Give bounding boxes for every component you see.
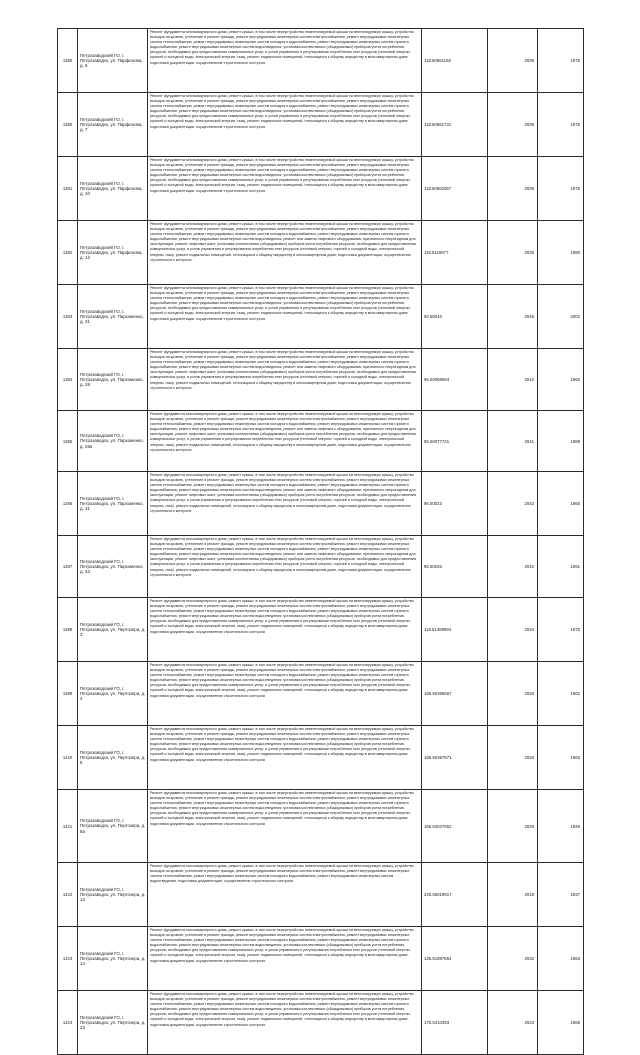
built-year-cell: 1965 [538, 991, 584, 1055]
works-description-cell: Ремонт фундамента многоквартирного дома, ремонт крыши, в том числе переустройство невентилируемой крыши на вентилируемую крышу, устройство выходов на кровлю, утепление и ремонт фасада, ремонт внутридомовых инженерных систем электроснабжения, ремонт внутридомовых инженерных систем теплоснабжения, ремонт внутридомовых инженерных систем холодного водоснабжения, ремонт внутридомовых инженерных систем горячего водоснабжения, ремонт внутридомовых инженерных систем водоотведения, ремонт или замена лифтового оборудования, признанного непригодным для эксплуатации, ремонт лифтовых шахт, установка коллективных (общедомовых) приборов учета потребления ресурсов, необходимых для предоставления коммунальных услуг, и узлов управления и регулирования потребления этих ресурсов (тепловой энергии, горячей и холодной воды, электрической энергии, газа), ремонт подвальных помещений, относящихся к общему имуществу в многоквартирном доме, подготовка документации, осуществление строительного контроля [148, 411, 422, 472]
table-row [58, 221, 584, 285]
row-number-cell: 1384 [58, 349, 78, 411]
cost-cell: 118.50861165 [422, 29, 488, 93]
built-year-cell: 1963 [538, 726, 584, 790]
cost-cell: 118.50862067 [422, 157, 488, 221]
planned-year-cell: 2042 [488, 349, 538, 411]
row-number-cell: 1381 [58, 157, 78, 221]
table-row [58, 662, 584, 726]
built-year-cell: 1949 [538, 790, 584, 863]
table-row [58, 536, 584, 598]
address-cell: Петрозаводский ГО, г. Петрозаводск, ул. Пертозера, д. 13 [78, 863, 148, 927]
works-description-cell: Ремонт фундамента многоквартирного дома, ремонт крыши, в том числе переустройство невентилируемой крыши на вентилируемую крышу, устройство выходов на кровлю, утепление и ремонт фасада, ремонт внутридомовых инженерных систем электроснабжения, ремонт внутридомовых инженерных систем теплоснабжения, ремонт внутридомовых инженерных систем холодного водоснабжения, ремонт внутридомовых инженерных систем горячего водоснабжения, ремонт внутридомовых инженерных систем водоотведения, установка коллективных (общедомовых) приборов учета потребления ресурсов, необходимых для предоставления коммунальных услуг, и узлов управления и регулирования потребления этих ресурсов (тепловой энергии, горячей и холодной воды, электрической энергии, газа), ремонт подвальных помещений, относящихся к общему имуществу в многоквартирном доме, подготовка документации, осуществление строительного контроля [148, 662, 422, 726]
row-number-cell: 1386 [58, 472, 78, 536]
built-year-cell: 1975 [538, 29, 584, 93]
built-year-cell: 1975 [538, 93, 584, 157]
built-year-cell: 1960 [538, 349, 584, 411]
row-number-cell: 1388 [58, 598, 78, 662]
row-number-cell: 1387 [58, 536, 78, 598]
row-number-cell: 1421 [58, 790, 78, 863]
works-description-cell: Ремонт фундамента многоквартирного дома, ремонт крыши, в том числе переустройство невентилируемой крыши на вентилируемую крышу, устройство выходов на кровлю, утепление и ремонт фасада, ремонт внутридомовых инженерных систем электроснабжения, ремонт внутридомовых инженерных систем теплоснабжения, ремонт внутридомовых инженерных систем холодного водоснабжения, ремонт внутридомовых инженерных систем горячего водоснабжения, ремонт внутридомовых инженерных систем водоотведения, ремонт или замена лифтового оборудования, признанного непригодным для эксплуатации, ремонт лифтовых шахт, установка коллективных (общедомовых) приборов учета потребления ресурсов, необходимых для предоставления коммунальных услуг, и узлов управления и регулирования потребления этих ресурсов (тепловой энергии, горячей и холодной воды, электрической энергии, газа), ремонт подвальных помещений, относящихся к общему имуществу в многоквартирном доме, подготовка документации, осуществление строительного контроля [148, 536, 422, 598]
cost-cell: 225.56019917 [422, 863, 488, 927]
address-cell: Петрозаводский ГО, г. Петрозаводск, ул. Пархоменко, д. 28 [78, 349, 148, 411]
row-number-cell: 1422 [58, 863, 78, 927]
planned-year-cell: 2026 [488, 662, 538, 726]
built-year-cell: 1962 [538, 662, 584, 726]
works-description-cell: Ремонт фундамента многоквартирного дома, ремонт крыши, в том числе переустройство невентилируемой крыши на вентилируемую крышу, устройство выходов на кровлю, утепление и ремонт фасада, ремонт внутридомовых инженерных систем электроснабжения, ремонт внутридомовых инженерных систем теплоснабжения, ремонт внутридомовых инженерных систем холодного водоснабжения, ремонт внутридомовых инженерных систем горячего водоснабжения, ремонт внутридомовых инженерных систем водоотведения, установка коллективных (общедомовых) приборов учета потребления ресурсов, необходимых для предоставления коммунальных услуг, и узлов управления и регулирования потребления этих ресурсов (тепловой энергии, горячей и холодной воды, электрической энергии, газа), ремонт подвальных помещений, относящихся к общему имуществу в многоквартирном доме, подготовка документации, осуществление строительного контроля [148, 790, 422, 863]
planned-year-cell: 2026 [488, 790, 538, 863]
works-description-cell: Ремонт фундамента многоквартирного дома, ремонт крыши, в том числе переустройство невентилируемой крыши на вентилируемую крышу, устройство выходов на кровлю, утепление и ремонт фасада, ремонт внутридомовых инженерных систем электроснабжения, ремонт внутридомовых инженерных систем теплоснабжения, ремонт внутридомовых инженерных систем холодного водоснабжения, ремонт внутридомовых инженерных систем горячего водоснабжения, ремонт внутридомовых инженерных систем водоотведения, установка коллективных (общедомовых) приборов учета потребления ресурсов, необходимых для предоставления коммунальных услуг, и узлов управления и регулирования потребления этих ресурсов (тепловой энергии, горячей и холодной воды, электрической энергии, газа), ремонт подвальных помещений, относящихся к общему имуществу в многоквартирном доме, подготовка документации, осуществление строительного контроля [148, 93, 422, 157]
address-cell: Петрозаводский ГО, г. Петрозаводск, ул. Пертозера, д. 3 [78, 598, 148, 662]
address-cell: Петрозаводский ГО, г. Петрозаводск, ул. Пертозера, д. 14 [78, 927, 148, 991]
built-year-cell: 1963 [538, 927, 584, 991]
address-cell: Петрозаводский ГО, г. Петрозаводск, ул. Пархоменко, д. 31 [78, 285, 148, 349]
planned-year-cell: 2042 [488, 536, 538, 598]
planned-year-cell: 2035 [488, 221, 538, 285]
built-year-cell: 1965 [538, 472, 584, 536]
planned-year-cell: 2023 [488, 991, 538, 1055]
cost-cell: 118.50861731 [422, 93, 488, 157]
row-number-cell: 1380 [58, 93, 78, 157]
address-cell: Петрозаводский ГО, г. Петрозаводск, ул. Парфенова, д. 6 [78, 29, 148, 93]
address-cell: Петрозаводский ГО, г. Петрозаводск, ул. Парфенова, д. 10 [78, 157, 148, 221]
table-row [58, 598, 584, 662]
table-row [58, 93, 584, 157]
planned-year-cell: 2026 [488, 726, 538, 790]
built-year-cell: 1991 [538, 536, 584, 598]
works-description-cell: Ремонт фундамента многоквартирного дома, ремонт крыши, в том числе переустройство невентилируемой крыши на вентилируемую крышу, устройство выходов на кровлю, утепление и ремонт фасада, ремонт внутридомовых инженерных систем электроснабжения, ремонт внутридомовых инженерных систем теплоснабжения, ремонт внутридомовых инженерных систем холодного водоснабжения, ремонт внутридомовых инженерных систем водоотведения, подготовка документации, осуществление строительного контроля [148, 863, 422, 927]
address-cell: Петрозаводский ГО, г. Петрозаводск, ул. Пертозера, д. 23 [78, 991, 148, 1055]
works-description-cell: Ремонт фундамента многоквартирного дома, ремонт крыши, в том числе переустройство невентилируемой крыши на вентилируемую крышу, устройство выходов на кровлю, утепление и ремонт фасада, ремонт внутридомовых инженерных систем электроснабжения, ремонт внутридомовых инженерных систем теплоснабжения, ремонт внутридомовых инженерных систем холодного водоснабжения, ремонт внутридомовых инженерных систем горячего водоснабжения, ремонт внутридомовых инженерных систем водоотведения, установка коллективных (общедомовых) приборов учета потребления ресурсов, необходимых для предоставления коммунальных услуг, и узлов управления и регулирования потребления этих ресурсов (тепловой энергии, горячей и холодной воды, электрической энергии, газа), ремонт подвальных помещений, относящихся к общему имуществу в многоквартирном доме, подготовка документации, осуществление строительного контроля [148, 927, 422, 991]
cost-cell: 96.50023 [422, 472, 488, 536]
built-year-cell: 2002 [538, 285, 584, 349]
built-year-cell: 1980 [538, 221, 584, 285]
cost-cell: 155.50396667 [422, 662, 488, 726]
planned-year-cell: 2036 [488, 29, 538, 93]
address-cell: Петрозаводский ГО, г. Петрозаводск, ул. Пархоменко, д. 28а [78, 411, 148, 472]
cost-cell: 96.50077731 [422, 411, 488, 472]
works-description-cell: Ремонт фундамента многоквартирного дома, ремонт крыши, в том числе переустройство невентилируемой крыши на вентилируемую крышу, устройство выходов на кровлю, утепление и ремонт фасада, ремонт внутридомовых инженерных систем электроснабжения, ремонт внутридомовых инженерных систем теплоснабжения, ремонт внутридомовых инженерных систем холодного водоснабжения, ремонт внутридомовых инженерных систем горячего водоснабжения, ремонт внутридомовых инженерных систем водоотведения, установка коллективных (общедомовых) приборов учета потребления ресурсов, необходимых для предоставления коммунальных услуг, и узлов управления и регулирования потребления этих ресурсов (тепловой энергии, горячей и холодной воды, электрической энергии, газа), ремонт подвальных помещений, относящихся к общему имуществу в многоквартирном доме, подготовка документации, осуществление строительного контроля [148, 598, 422, 662]
works-description-cell: Ремонт фундамента многоквартирного дома, ремонт крыши, в том числе переустройство невентилируемой крыши на вентилируемую крышу, устройство выходов на кровлю, утепление и ремонт фасада, ремонт внутридомовых инженерных систем электроснабжения, ремонт внутридомовых инженерных систем теплоснабжения, ремонт внутридомовых инженерных систем холодного водоснабжения, ремонт внутридомовых инженерных систем горячего водоснабжения, ремонт внутридомовых инженерных систем водоотведения, ремонт или замена лифтового оборудования, признанного непригодным для эксплуатации, ремонт лифтовых шахт, установка коллективных (общедомовых) приборов учета потребления ресурсов, необходимых для предоставления коммунальных услуг, и узлов управления и регулирования потребления этих ресурсов (тепловой энергии, горячей и холодной воды, электрической энергии, газа), ремонт подвальных помещений, относящихся к общему имуществу в многоквартирном доме, подготовка документации, осуществление строительного контроля [148, 472, 422, 536]
row-number-cell: 1380 [58, 29, 78, 93]
table-row [58, 411, 584, 472]
row-number-cell: 1424 [58, 991, 78, 1055]
planned-year-cell: 2041 [488, 411, 538, 472]
works-description-cell: Ремонт фундамента многоквартирного дома, ремонт крыши, в том числе переустройство невентилируемой крыши на вентилируемую крышу, устройство выходов на кровлю, утепление и ремонт фасада, ремонт внутридомовых инженерных систем электроснабжения, ремонт внутридомовых инженерных систем теплоснабжения, ремонт внутридомовых инженерных систем холодного водоснабжения, ремонт внутридомовых инженерных систем горячего водоснабжения, ремонт внутридомовых инженерных систем водоотведения, установка коллективных (общедомовых) приборов учета потребления ресурсов, необходимых для предоставления коммунальных услуг, и узлов управления и регулирования потребления этих ресурсов (тепловой энергии, горячей и холодной воды, электрической энергии, газа), ремонт подвальных помещений, относящихся к общему имуществу в многоквартирном доме, подготовка документации, осуществление строительного контроля [148, 157, 422, 221]
address-cell: Петрозаводский ГО, г. Петрозаводск, ул. Пертозера, д. 4 [78, 662, 148, 726]
built-year-cell: 1937 [538, 863, 584, 927]
repair-program-table [57, 28, 584, 1055]
works-description-cell: Ремонт фундамента многоквартирного дома, ремонт крыши, в том числе переустройство невентилируемой крыши на вентилируемую крышу, устройство выходов на кровлю, утепление и ремонт фасада, ремонт внутридомовых инженерных систем электроснабжения, ремонт внутридомовых инженерных систем теплоснабжения, ремонт внутридомовых инженерных систем холодного водоснабжения, ремонт внутридомовых инженерных систем горячего водоснабжения, ремонт внутридомовых инженерных систем водоотведения, установка коллективных (общедомовых) приборов учета потребления ресурсов, необходимых для предоставления коммунальных услуг, и узлов управления и регулирования потребления этих ресурсов (тепловой энергии, горячей и холодной воды, электрической энергии, газа), ремонт подвальных помещений, относящихся к общему имуществу в многоквартирном доме, подготовка документации, осуществление строительного контроля [148, 991, 422, 1055]
cost-cell: 155.50397571 [422, 726, 488, 790]
cost-cell: 135.51987664 [422, 927, 488, 991]
built-year-cell: 1975 [538, 598, 584, 662]
table-row [58, 927, 584, 991]
planned-year-cell: 2045 [488, 285, 538, 349]
works-description-cell: Ремонт фундамента многоквартирного дома, ремонт крыши, в том числе переустройство невентилируемой крыши на вентилируемую крышу, устройство выходов на кровлю, утепление и ремонт фасада, ремонт внутридомовых инженерных систем электроснабжения, ремонт внутридомовых инженерных систем теплоснабжения, ремонт внутридомовых инженерных систем холодного водоснабжения, ремонт внутридомовых инженерных систем горячего водоснабжения, ремонт внутридомовых инженерных систем водоотведения, установка коллективных (общедомовых) приборов учета потребления ресурсов, необходимых для предоставления коммунальных услуг, и узлов управления и регулирования потребления этих ресурсов (тепловой энергии, горячей и холодной воды, электрической энергии, газа), ремонт подвальных помещений, относящихся к общему имуществу в многоквартирном доме, подготовка документации, осуществление строительного контроля [148, 285, 422, 349]
cost-cell: 96.50026 [422, 536, 488, 598]
table-row [58, 991, 584, 1055]
works-description-cell: Ремонт фундамента многоквартирного дома, ремонт крыши, в том числе переустройство невентилируемой крыши на вентилируемую крышу, устройство выходов на кровлю, утепление и ремонт фасада, ремонт внутридомовых инженерных систем электроснабжения, ремонт внутридомовых инженерных систем теплоснабжения, ремонт внутридомовых инженерных систем холодного водоснабжения, ремонт внутридомовых инженерных систем горячего водоснабжения, ремонт внутридомовых инженерных систем водоотведения, ремонт или замена лифтового оборудования, признанного непригодным для эксплуатации, ремонт лифтовых шахт, установка коллективных (общедомовых) приборов учета потребления ресурсов, необходимых для предоставления коммунальных услуг, и узлов управления и регулирования потребления этих ресурсов (тепловой энергии, горячей и холодной воды, электрической энергии, газа), ремонт подвальных помещений, относящихся к общему имуществу в многоквартирном доме, подготовка документации, осуществление строительного контроля [148, 221, 422, 285]
planned-year-cell: 2042 [488, 472, 538, 536]
address-cell: Петрозаводский ГО, г. Петрозаводск, ул. Пертозера, д. 8 [78, 726, 148, 790]
planned-year-cell: 2036 [488, 93, 538, 157]
planned-year-cell: 2036 [488, 157, 538, 221]
built-year-cell: 1989 [538, 411, 584, 472]
table-row [58, 726, 584, 790]
works-description-cell: Ремонт фундамента многоквартирного дома, ремонт крыши, в том числе переустройство невентилируемой крыши на вентилируемую крышу, устройство выходов на кровлю, утепление и ремонт фасада, ремонт внутридомовых инженерных систем электроснабжения, ремонт внутридомовых инженерных систем теплоснабжения, ремонт внутридомовых инженерных систем холодного водоснабжения, ремонт внутридомовых инженерных систем горячего водоснабжения, ремонт внутридомовых инженерных систем водоотведения, ремонт или замена лифтового оборудования, признанного непригодным для эксплуатации, ремонт лифтовых шахт, установка коллективных (общедомовых) приборов учета потребления ресурсов, необходимых для предоставления коммунальных услуг, и узлов управления и регулирования потребления этих ресурсов (тепловой энергии, горячей и холодной воды, электрической энергии, газа), ремонт подвальных помещений, относящихся к общему имуществу в многоквартирном доме, подготовка документации, осуществление строительного контроля [148, 349, 422, 411]
cost-cell: 175.5410393 [422, 991, 488, 1055]
built-year-cell: 1975 [538, 157, 584, 221]
works-description-cell: Ремонт фундамента многоквартирного дома, ремонт крыши, в том числе переустройство невентилируемой крыши на вентилируемую крышу, устройство выходов на кровлю, утепление и ремонт фасада, ремонт внутридомовых инженерных систем электроснабжения, ремонт внутридомовых инженерных систем теплоснабжения, ремонт внутридомовых инженерных систем холодного водоснабжения, ремонт внутридомовых инженерных систем горячего водоснабжения, ремонт внутридомовых инженерных систем водоотведения, установка коллективных (общедомовых) приборов учета потребления ресурсов, необходимых для предоставления коммунальных услуг, и узлов управления и регулирования потребления этих ресурсов (тепловой энергии, горячей и холодной воды, электрической энергии, газа), ремонт подвальных помещений, относящихся к общему имуществу в многоквартирном доме, подготовка документации, осуществление строительного контроля [148, 29, 422, 93]
cost-cell: 50.50016 [422, 285, 488, 349]
row-number-cell: 1382 [58, 221, 78, 285]
address-cell: Петрозаводский ГО, г. Петрозаводск, ул. Парфенова, д. 7 [78, 93, 148, 157]
planned-year-cell: 2032 [488, 927, 538, 991]
table-row [58, 790, 584, 863]
table-row [58, 863, 584, 927]
table-body [58, 29, 584, 1055]
cost-cell: 115.5116877 [422, 221, 488, 285]
address-cell: Петрозаводский ГО, г. Петрозаводск, ул. Пархоменко, д. 31 [78, 472, 148, 536]
row-number-cell: 1383 [58, 285, 78, 349]
row-number-cell: 1423 [58, 927, 78, 991]
table-row [58, 285, 584, 349]
table-row [58, 157, 584, 221]
planned-year-cell: 2019 [488, 863, 538, 927]
planned-year-cell: 2034 [488, 598, 538, 662]
table-row [58, 349, 584, 411]
works-description-cell: Ремонт фундамента многоквартирного дома, ремонт крыши, в том числе переустройство невентилируемой крыши на вентилируемую крышу, устройство выходов на кровлю, утепление и ремонт фасада, ремонт внутридомовых инженерных систем электроснабжения, ремонт внутридомовых инженерных систем теплоснабжения, ремонт внутридомовых инженерных систем холодного водоснабжения, ремонт внутридомовых инженерных систем горячего водоснабжения, ремонт внутридомовых инженерных систем водоотведения, установка коллективных (общедомовых) приборов учета потребления ресурсов, необходимых для предоставления коммунальных услуг, и узлов управления и регулирования потребления этих ресурсов (тепловой энергии, горячей и холодной воды, электрической энергии, газа), ремонт подвальных помещений, относящихся к общему имуществу в многоквартирном доме, подготовка документации, осуществление строительного контроля [148, 726, 422, 790]
address-cell: Петрозаводский ГО, г. Петрозаводск, ул. Парфенова, д. 12 [78, 221, 148, 285]
cost-cell: 155.54037652 [422, 790, 488, 863]
table-row [58, 472, 584, 536]
row-number-cell: 1420 [58, 726, 78, 790]
address-cell: Петрозаводский ГО, г. Петрозаводск, ул. Пархоменко, д. 33 [78, 536, 148, 598]
row-number-cell: 1389 [58, 662, 78, 726]
cost-cell: 96.50068594 [422, 349, 488, 411]
cost-cell: 118.51389994 [422, 598, 488, 662]
row-number-cell: 1385 [58, 411, 78, 472]
address-cell: Петрозаводский ГО, г. Петрозаводск, ул. Пертозера, д. 8а [78, 790, 148, 863]
table-row [58, 29, 584, 93]
